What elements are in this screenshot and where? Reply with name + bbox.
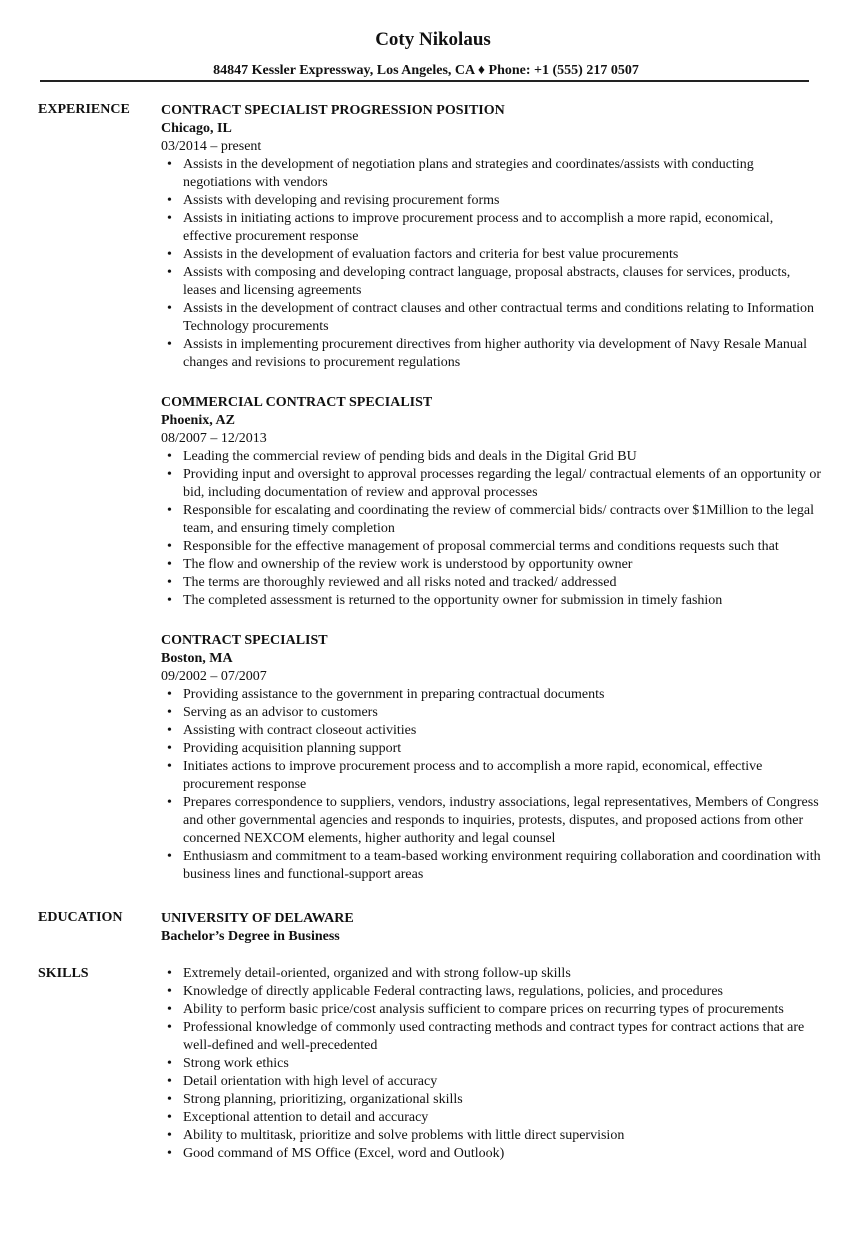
list-item: • The completed assessment is returned to the opportunity owner for submission in timely fashion xyxy=(167,593,723,608)
education-entry xyxy=(161,910,354,946)
list-item: • Initiates actions to improve procurement process and to accomplish a more rapid, economical, effective procurement response xyxy=(167,759,763,792)
experience-entry xyxy=(161,102,821,372)
list-item: • Providing assistance to the government in preparing contractual documents xyxy=(167,687,605,702)
list-item: • The flow and ownership of the review work is understood by opportunity owner xyxy=(167,557,633,572)
list-item: • Knowledge of directly applicable Federal contracting laws, regulations, policies, and procedures xyxy=(167,984,723,999)
list-item: • Assists in the development of contract clauses and other contractual terms and conditions relating to Information Technology procurements xyxy=(167,301,814,334)
header-divider xyxy=(40,80,809,82)
list-item: • Extremely detail-oriented, organized and with strong follow-up skills xyxy=(167,966,571,981)
experience-entry xyxy=(161,632,821,884)
list-item: • Good command of MS Office (Excel, word and Outlook) xyxy=(167,1146,505,1161)
education-heading: EDUCATION xyxy=(38,910,123,925)
list-item: • Assists in the development of evaluation factors and criteria for best value procurements xyxy=(167,247,679,262)
list-item: • Assists with developing and revising procurement forms xyxy=(167,193,500,208)
list-item: • Strong work ethics xyxy=(167,1056,289,1071)
skills-heading: SKILLS xyxy=(38,966,89,981)
skills-list xyxy=(161,965,821,1163)
job-title: COMMERCIAL CONTRACT SPECIALIST xyxy=(161,395,433,410)
list-item: • Assists in the development of negotiation plans and strategies and coordinates/assists with conducting negotiations with vendors xyxy=(167,157,754,190)
list-item: • Exceptional attention to detail and accuracy xyxy=(167,1110,429,1125)
job-dates: 03/2014 – present xyxy=(161,139,262,154)
list-item: • Ability to perform basic price/cost analysis sufficient to compare prices on recurring types of procurements xyxy=(167,1002,784,1017)
list-item: • Assisting with contract closeout activities xyxy=(167,723,417,738)
list-item: • Enthusiasm and commitment to a team-based working environment requiring collaboration and coordination with business lines and functional-support areas xyxy=(167,849,821,882)
list-item: • Providing input and oversight to approval processes regarding the legal/ contractual elements of an opportunity or bid, including documentation of review and approval processes xyxy=(167,467,821,500)
job-bullets xyxy=(161,686,821,884)
list-item: • Detail orientation with high level of accuracy xyxy=(167,1074,438,1089)
degree: Bachelor’s Degree in Business xyxy=(161,929,340,944)
job-dates: 08/2007 – 12/2013 xyxy=(161,431,267,446)
list-item: • Serving as an advisor to customers xyxy=(167,705,378,720)
job-dates: 09/2002 – 07/2007 xyxy=(161,669,267,684)
experience-entry xyxy=(161,394,821,610)
list-item: • Leading the commercial review of pending bids and deals in the Digital Grid BU xyxy=(167,449,637,464)
list-item: • Assists with composing and developing contract language, proposal abstracts, clauses for services, products, leases and licensing agreements xyxy=(167,265,791,298)
job-location: Boston, MA xyxy=(161,651,233,666)
job-title: CONTRACT SPECIALIST xyxy=(161,633,328,648)
list-item: • Ability to multitask, prioritize and solve problems with little direct supervision xyxy=(167,1128,625,1143)
job-bullets xyxy=(161,156,821,372)
contact-line: 84847 Kessler Expressway, Los Angeles, CA ♦ Phone: +1 (555) 217 0507 xyxy=(213,63,639,78)
job-location: Chicago, IL xyxy=(161,121,232,136)
list-item: • The terms are thoroughly reviewed and all risks noted and tracked/ addressed xyxy=(167,575,617,590)
job-bullets xyxy=(161,448,821,610)
list-item: • Professional knowledge of commonly used contracting methods and contract types for contract actions that are well-defined and well-precedented xyxy=(167,1020,805,1053)
list-item: • Responsible for the effective management of proposal commercial terms and conditions requests such that xyxy=(167,539,779,554)
list-item: • Assists in implementing procurement directives from higher authority via development of Navy Resale Manual changes and revisions to procurement regulations xyxy=(167,337,808,370)
list-item: • Responsible for escalating and coordinating the review of commercial bids/ contracts over $1Million to the legal team, and ensuring timely completion xyxy=(167,503,814,536)
job-title: CONTRACT SPECIALIST PROGRESSION POSITION xyxy=(161,103,505,118)
school-name: UNIVERSITY OF DELAWARE xyxy=(161,911,354,926)
list-item: • Providing acquisition planning support xyxy=(167,741,402,756)
list-item: • Prepares correspondence to suppliers, vendors, industry associations, legal representatives, Members of Congress and other governmental agencies and responds to inquiries, protests, disputes, and proposed actions from other concerned NEXCOM elements, higher authority and legal counsel xyxy=(167,795,819,846)
candidate-name: Coty Nikolaus xyxy=(375,29,491,50)
job-location: Phoenix, AZ xyxy=(161,413,235,428)
experience-heading: EXPERIENCE xyxy=(38,102,130,117)
list-item: • Strong planning, prioritizing, organizational skills xyxy=(167,1092,463,1107)
list-item: • Assists in initiating actions to improve procurement process and to accomplish a more rapid, economical, effective procurement response xyxy=(167,211,774,244)
